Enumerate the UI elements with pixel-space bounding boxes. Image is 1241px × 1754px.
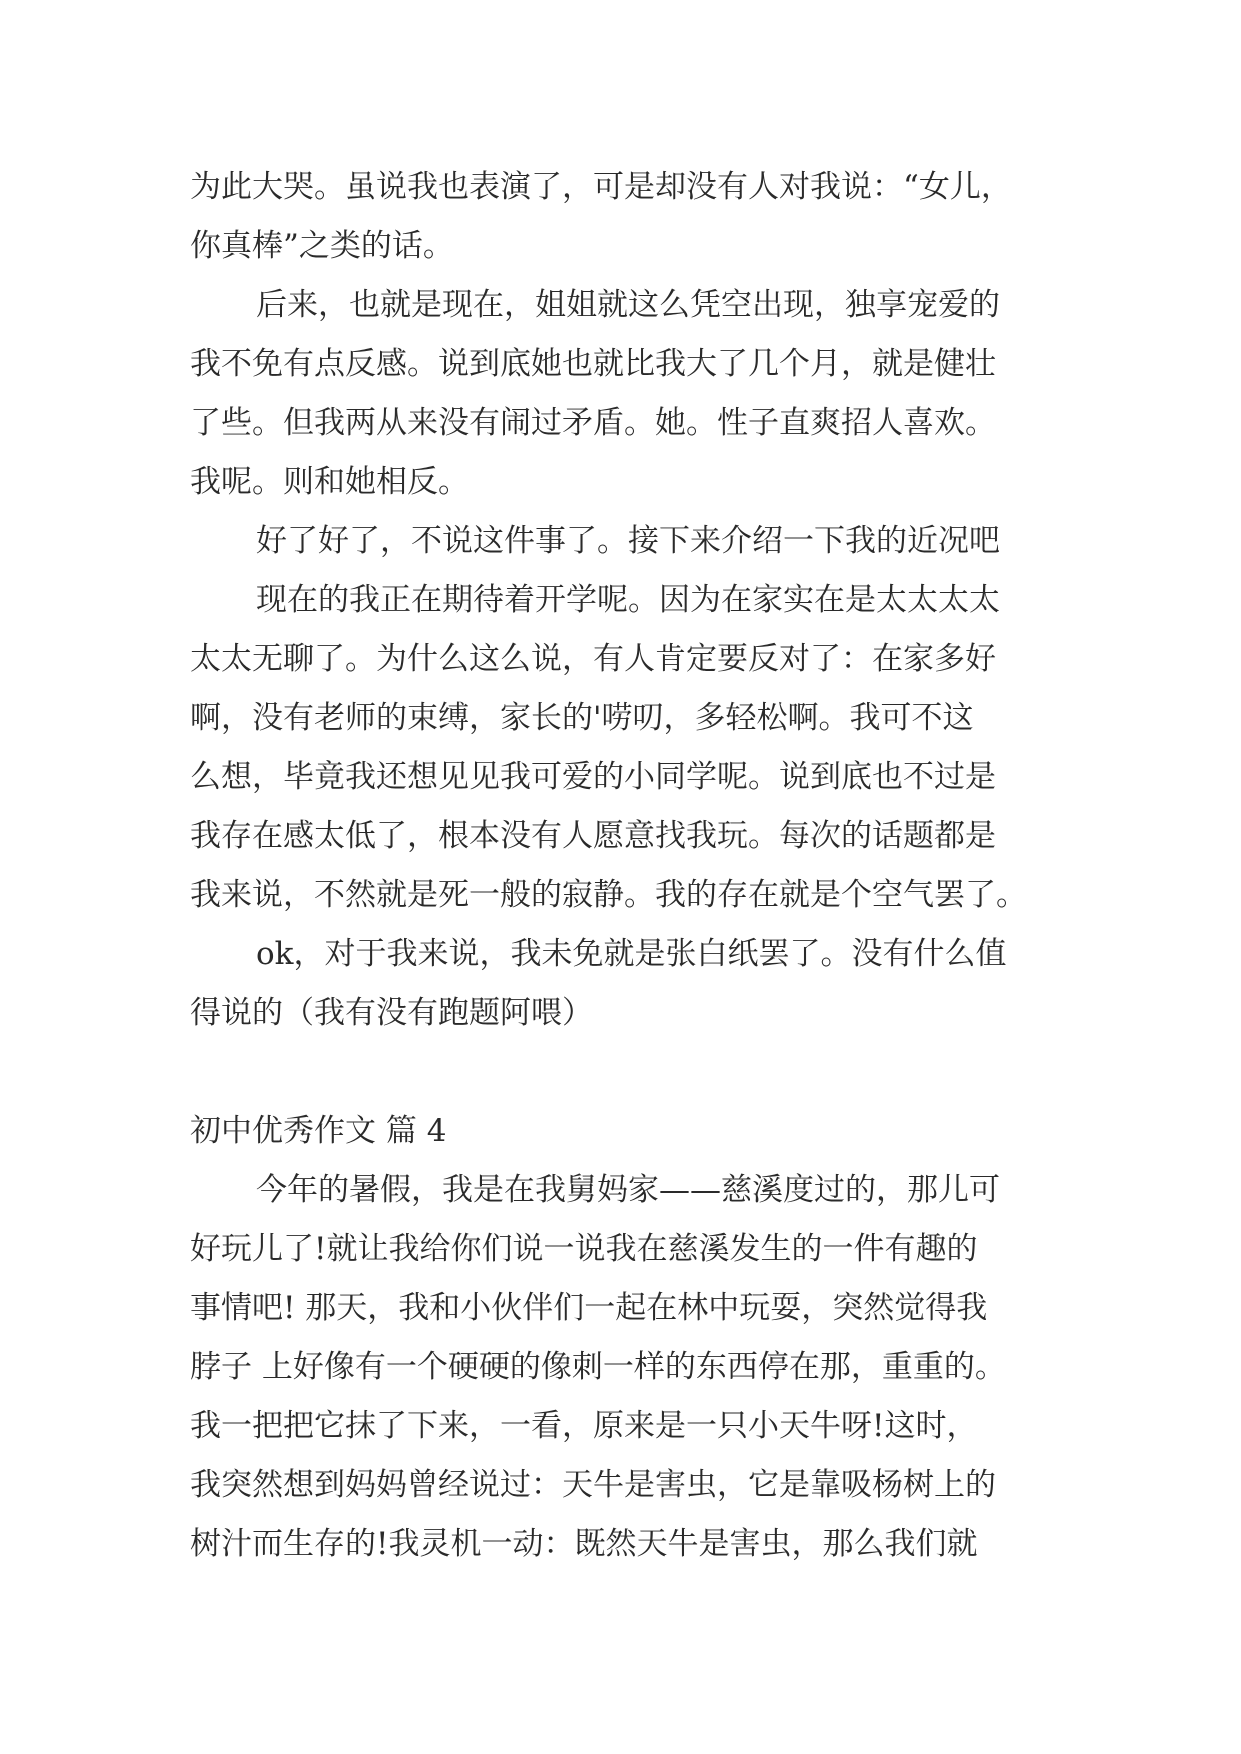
- paragraph-ok: [190, 925, 1060, 1043]
- text-line: 我突然想到妈妈曾经说过：天牛是害虫，它是靠吸杨树上的: [190, 1467, 996, 1503]
- text-line: 今年的暑假，我是在我舅妈家——慈溪度过的，那儿可: [256, 1172, 1000, 1208]
- text-line: 我不免有点反感。说到底她也就比我大了几个月，就是健壮: [190, 346, 996, 382]
- paragraph-sister: [190, 276, 1060, 512]
- text-line: 事情吧! 那天，我和小伙伴们一起在林中玩耍，突然觉得我: [190, 1290, 988, 1326]
- text-line: 为此大哭。虽说我也表演了，可是却没有人对我说：“女儿，: [190, 169, 1012, 205]
- text-line: 我存在感太低了，根本没有人愿意找我玩。每次的话题都是: [190, 818, 996, 854]
- text-line: 树汁而生存的!我灵机一动：既然天牛是害虫，那么我们就: [190, 1526, 978, 1562]
- text-line: 好了好了，不说这件事了。接下来介绍一下我的近况吧: [256, 523, 1000, 559]
- section-gap: [190, 1043, 1060, 1102]
- text-line: 你真棒”之类的话。: [190, 228, 454, 264]
- paragraph-continuation: [190, 158, 1060, 276]
- document-body: [190, 158, 1060, 1574]
- text-line: 后来，也就是现在，姐姐就这么凭空出现，独享宠爱的: [256, 287, 1000, 323]
- text-line: 我一把把它抹了下来，一看，原来是一只小天牛呀!这时，: [190, 1408, 978, 1444]
- text-line: 了些。但我两从来没有闹过矛盾。她。性子直爽招人喜欢。: [190, 405, 996, 441]
- paragraph-transition: [190, 512, 1060, 571]
- paragraph-essay4: [190, 1161, 1060, 1574]
- text-line: 得说的（我有没有跑题阿喂）: [190, 995, 593, 1031]
- essay-heading: 初中优秀作文 篇 4: [190, 1113, 447, 1149]
- text-line: 现在的我正在期待着开学呢。因为在家实在是太太太太: [256, 582, 1000, 618]
- text-line: 啊，没有老师的束缚，家长的'唠叨，多轻松啊。我可不这: [190, 700, 974, 736]
- text-line: 太太无聊了。为什么这么说，有人肯定要反对了：在家多好: [190, 641, 996, 677]
- paragraph-school: [190, 571, 1060, 925]
- text-line: 我呢。则和她相反。: [190, 464, 469, 500]
- text-line: 么想，毕竟我还想见见我可爱的小同学呢。说到底也不过是: [190, 759, 996, 795]
- text-line: 我来说，不然就是死一般的寂静。我的存在就是个空气罢了。: [190, 877, 1027, 913]
- text-line: 脖子 上好像有一个硬硬的像刺一样的东西停在那，重重的。: [190, 1349, 1006, 1385]
- text-line: ok，对于我来说，我未免就是张白纸罢了。没有什么值: [256, 936, 1007, 972]
- text-line: 好玩儿了!就让我给你们说一说我在慈溪发生的一件有趣的: [190, 1231, 978, 1267]
